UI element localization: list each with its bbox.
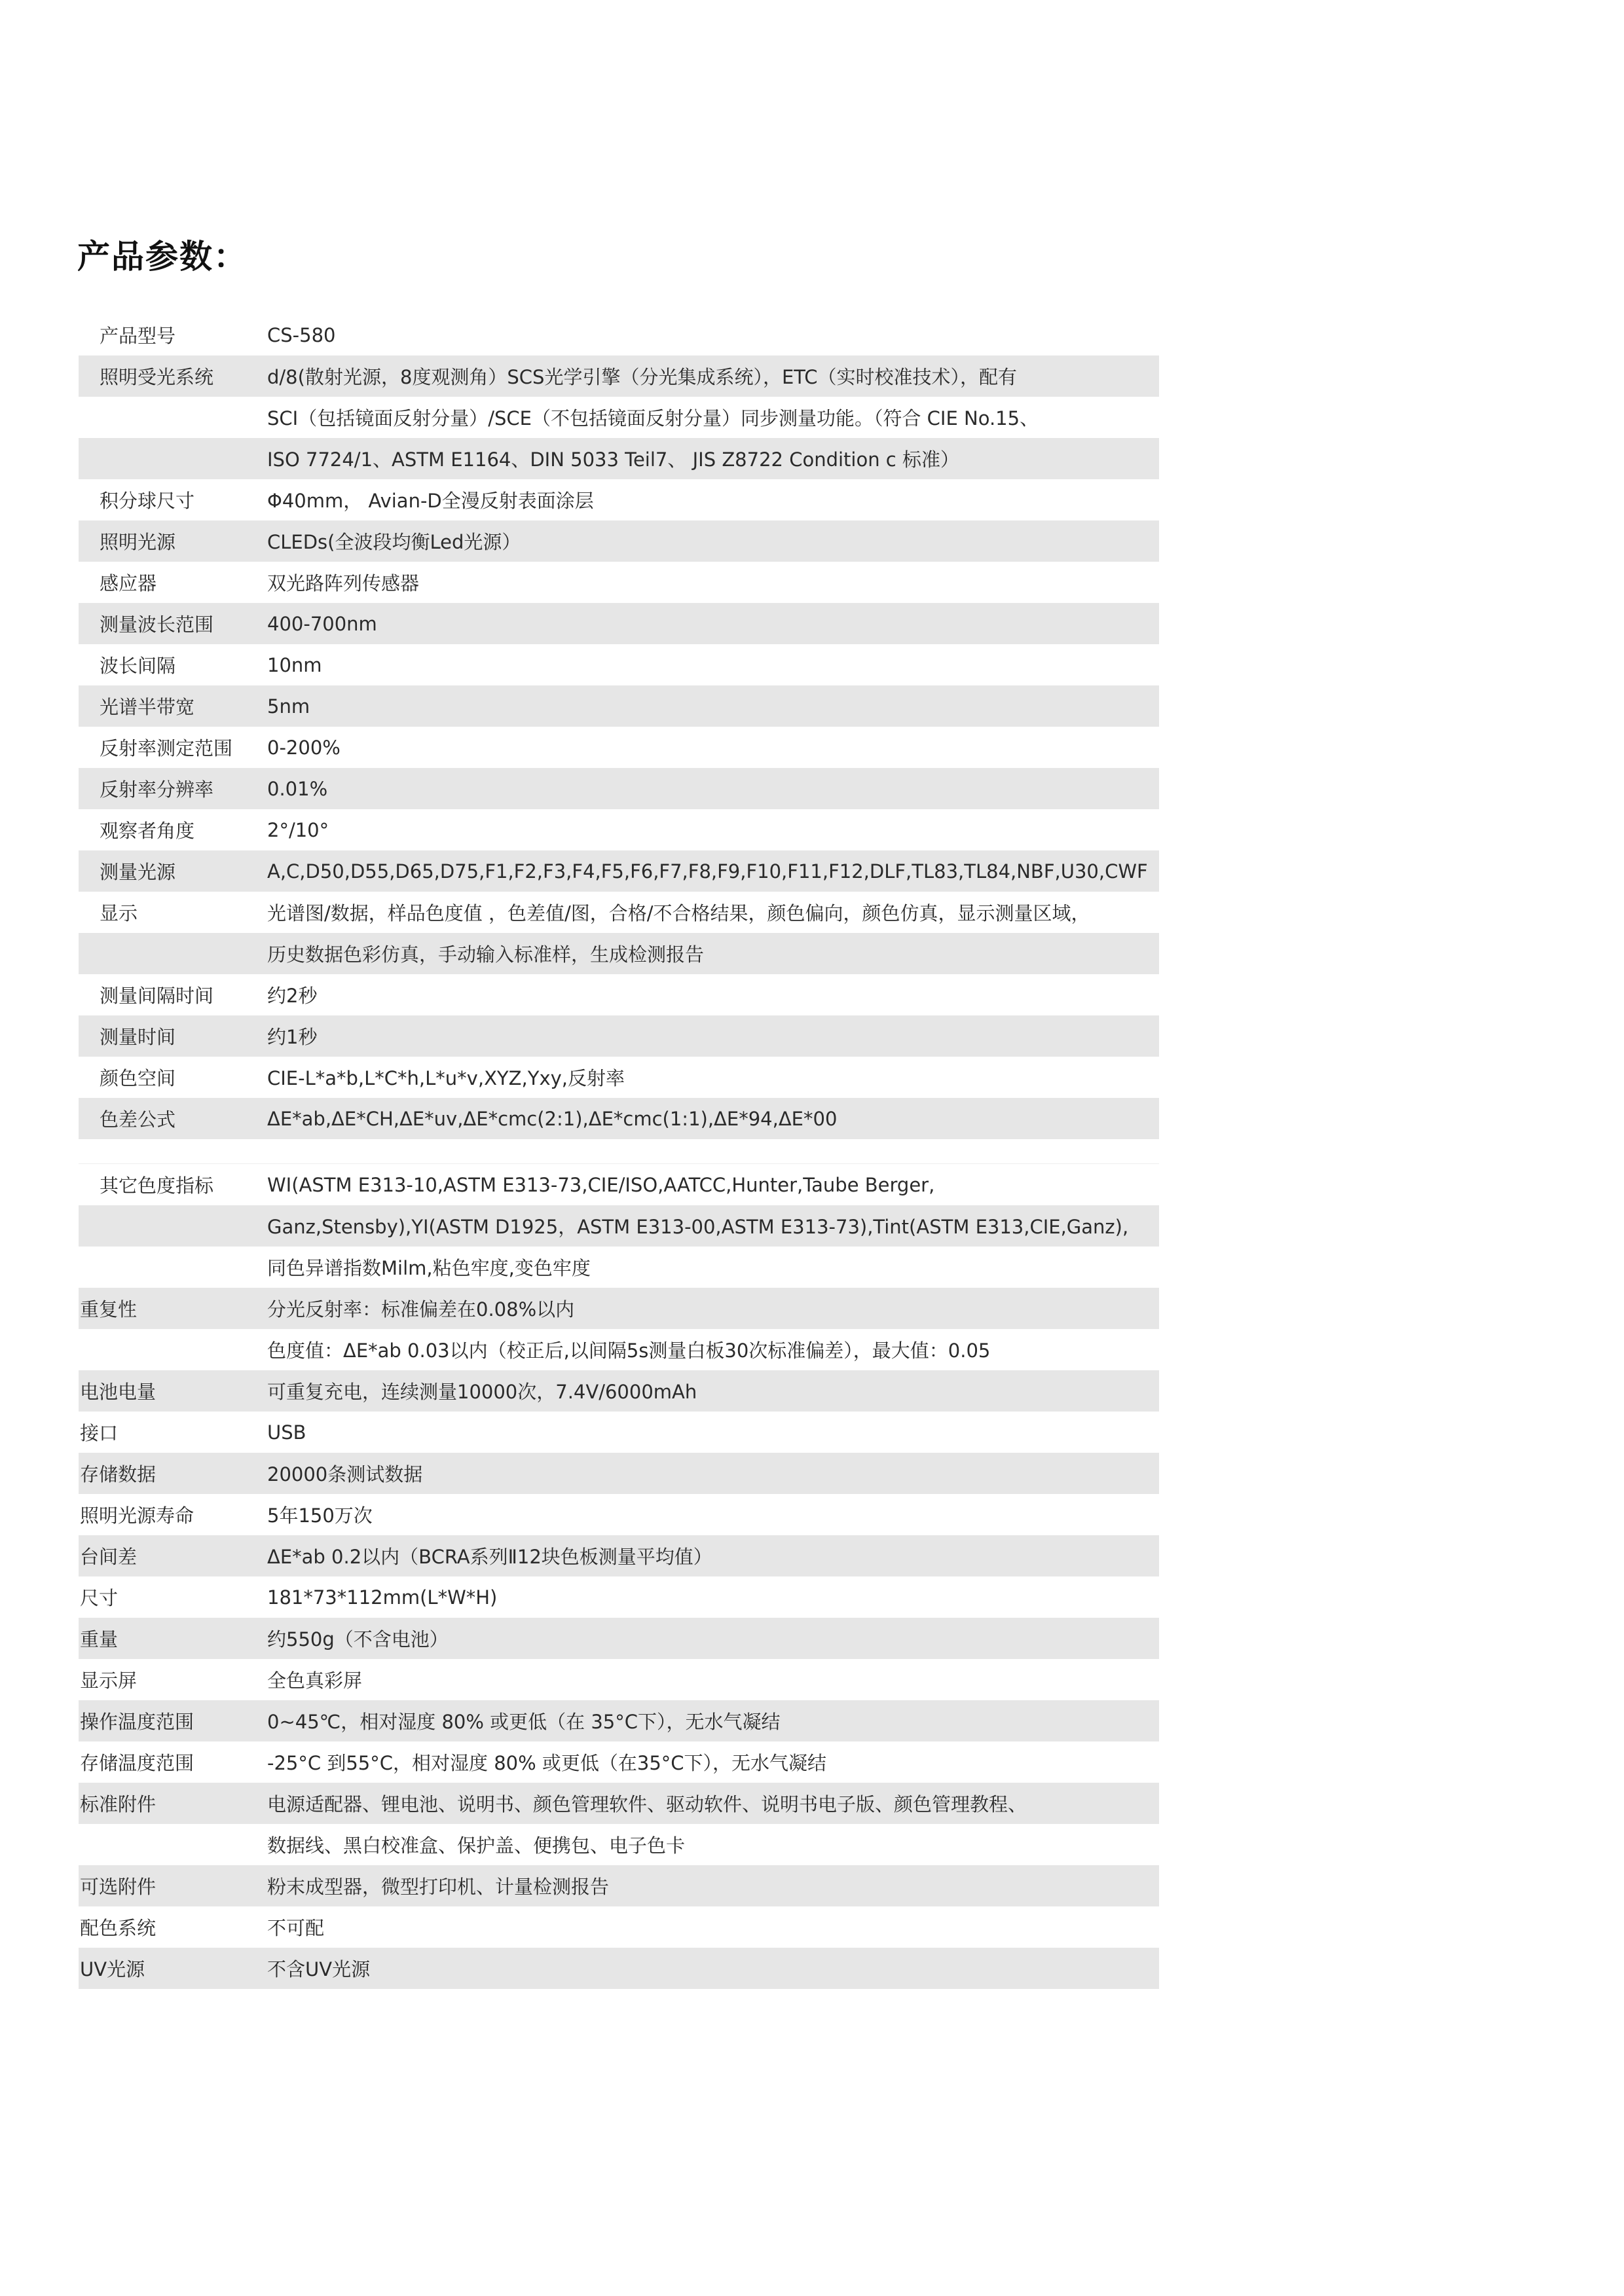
row-value: ΔE*ab 0.2以内（BCRA系列Ⅱ12块色板测量平均值） — [267, 1546, 712, 1568]
table-row — [79, 1576, 1159, 1618]
table-gap — [79, 1139, 1159, 1163]
table-row — [79, 438, 1159, 479]
row-label: 可选附件 — [80, 1876, 157, 1898]
row-value: 5年150万次 — [267, 1504, 373, 1527]
row-label: 测量间隔时间 — [100, 985, 214, 1007]
row-label: 存储温度范围 — [80, 1752, 194, 1774]
row-label: 波长间隔 — [100, 655, 176, 677]
row-value: 181*73*112mm(L*W*H) — [267, 1586, 498, 1609]
row-value: 约1秒 — [267, 1026, 318, 1048]
row-value: 400-700nm — [267, 612, 377, 635]
row-value: 0-200% — [267, 736, 341, 759]
table-row — [79, 685, 1159, 727]
table-row — [79, 1288, 1159, 1329]
row-value: WI(ASTM E313-10,ASTM E313-73,CIE/ISO,AATCC,Hunter,Taube Berger, — [267, 1173, 935, 1196]
row-value: 0.01% — [267, 777, 328, 800]
table-row — [79, 1906, 1159, 1948]
row-value: 全色真彩屏 — [267, 1669, 363, 1692]
row-label: 标准附件 — [80, 1793, 157, 1815]
table-row — [79, 479, 1159, 520]
row-label: 照明受光系统 — [100, 366, 214, 388]
row-value: CS-580 — [267, 323, 336, 346]
row-value: 光谱图/数据，样品色度值 ，色差值/图，合格/不合格结果，颜色偏向，颜色仿真，显示测量区域， — [267, 902, 1090, 924]
row-label: 颜色空间 — [100, 1067, 176, 1089]
row-label: 操作温度范围 — [80, 1711, 194, 1733]
row-label: 反射率分辨率 — [100, 778, 214, 801]
table-row — [79, 1659, 1159, 1700]
row-value: 色度值：ΔE*ab 0.03以内（校正后,以间隔5s测量白板30次标准偏差），最大值：0.05 — [267, 1339, 991, 1362]
row-value: 数据线、黑白校准盒、保护盖、便携包、电子色卡 — [267, 1834, 686, 1857]
table-row — [79, 562, 1159, 603]
row-label: 其它色度指标 — [100, 1175, 214, 1197]
table-row — [79, 603, 1159, 644]
table-row — [79, 1205, 1159, 1247]
table-row — [79, 933, 1159, 974]
row-label: 显示屏 — [80, 1669, 138, 1692]
table-row — [79, 809, 1159, 850]
table-row — [79, 397, 1159, 438]
row-value: ΔE*ab,ΔE*CH,ΔE*uv,ΔE*cmc(2:1),ΔE*cmc(1:1),ΔE*94,ΔE*00 — [267, 1107, 838, 1130]
row-value: 不可配 — [267, 1917, 325, 1939]
row-label: 色差公式 — [100, 1108, 176, 1131]
row-value: 2°/10° — [267, 818, 329, 841]
table-row — [79, 1098, 1159, 1139]
row-label: 测量波长范围 — [100, 613, 214, 636]
row-label: 测量光源 — [100, 861, 176, 883]
row-value: 可重复充电，连续测量10000次，7.4V/6000mAh — [267, 1381, 697, 1403]
row-label: 观察者角度 — [100, 820, 195, 842]
table-row — [79, 1494, 1159, 1535]
row-value: 双光路阵列传感器 — [267, 572, 420, 594]
row-value: 不含UV光源 — [267, 1958, 371, 1980]
row-label: 测量时间 — [100, 1026, 176, 1048]
row-value: Φ40mm， Avian-D全漫反射表面涂层 — [267, 490, 594, 512]
row-value: ISO 7724/1、ASTM E1164、DIN 5033 Teil7、 JIS Z8722 Condition c 标准） — [267, 448, 959, 471]
row-label: 照明光源寿命 — [80, 1504, 194, 1527]
row-label: 尺寸 — [80, 1587, 119, 1609]
row-value: 粉末成型器，微型打印机、计量检测报告 — [267, 1876, 610, 1898]
row-label: 产品型号 — [100, 325, 176, 347]
row-value: d/8(散射光源，8度观测角）SCS光学引擎（分光集成系统），ETC（实时校准技术），配有 — [267, 366, 1018, 388]
row-value: -25°C 到55°C，相对湿度 80% 或更低（在35°C下），无水气凝结 — [267, 1752, 827, 1774]
table-row — [79, 727, 1159, 768]
row-label: 反射率测定范围 — [100, 737, 233, 759]
row-value: 分光反射率：标准偏差在0.08%以内 — [267, 1298, 575, 1321]
row-label: 电池电量 — [80, 1381, 157, 1403]
row-label: 积分球尺寸 — [100, 490, 195, 512]
row-value: 10nm — [267, 653, 322, 676]
table-row — [79, 1783, 1159, 1824]
table-row — [79, 768, 1159, 809]
table-row — [79, 1618, 1159, 1659]
row-label: 重复性 — [80, 1298, 138, 1321]
table-row — [79, 1015, 1159, 1057]
table-row — [79, 1453, 1159, 1494]
row-value: CLEDs(全波段均衡Led光源） — [267, 531, 521, 553]
row-label: 感应器 — [100, 572, 157, 594]
table-row — [79, 355, 1159, 397]
row-value: 约2秒 — [267, 985, 318, 1007]
row-value: 电源适配器、锂电池、说明书、颜色管理软件、驱动软件、说明书电子版、颜色管理教程、 — [267, 1793, 1027, 1815]
row-value: CIE-L*a*b,L*C*h,L*u*v,XYZ,Yxy,反射率 — [267, 1067, 625, 1089]
row-label: 重量 — [80, 1628, 119, 1650]
row-value: 5nm — [267, 695, 310, 718]
page-title: 产品参数： — [77, 238, 248, 276]
row-label: 存储数据 — [80, 1463, 157, 1485]
row-value: 同色异谱指数Milm,粘色牢度,变色牢度 — [267, 1257, 591, 1279]
row-label: 光谱半带宽 — [100, 696, 195, 718]
row-value: 0~45℃，相对湿度 80% 或更低（在 35°C下），无水气凝结 — [267, 1711, 781, 1733]
table-row — [79, 1865, 1159, 1906]
table-row — [79, 1412, 1159, 1453]
table-row — [79, 850, 1159, 892]
table-row — [79, 1535, 1159, 1576]
row-value: A,C,D50,D55,D65,D75,F1,F2,F3,F4,F5,F6,F7,F8,F9,F10,F11,F12,DLF,TL83,TL84,NBF,U30,CWF — [267, 860, 1148, 883]
row-value: Ganz,Stensby),YI(ASTM D1925，ASTM E313-00,ASTM E313-73),Tint(ASTM E313,CIE,Ganz), — [267, 1216, 1129, 1238]
table-row — [79, 1370, 1159, 1412]
table-row — [79, 974, 1159, 1015]
table-row — [79, 520, 1159, 562]
row-value: 20000条测试数据 — [267, 1463, 423, 1485]
row-value: USB — [267, 1421, 306, 1444]
table-row — [79, 1741, 1159, 1783]
row-label: 照明光源 — [100, 531, 176, 553]
row-label: 配色系统 — [80, 1917, 157, 1939]
table-row — [79, 644, 1159, 685]
table-row — [79, 1164, 1159, 1205]
row-label: 台间差 — [80, 1546, 138, 1568]
table-row — [79, 1247, 1159, 1288]
spec-table — [79, 314, 1159, 1989]
table-row — [79, 1329, 1159, 1370]
table-row — [79, 1700, 1159, 1741]
row-value: SCI（包括镜面反射分量）/SCE（不包括镜面反射分量）同步测量功能。（符合 CIE No.15、 — [267, 407, 1039, 429]
row-value: 约550g（不含电池） — [267, 1628, 449, 1650]
row-label: 显示 — [100, 902, 138, 924]
table-row — [79, 1948, 1159, 1989]
row-label: UV光源 — [80, 1958, 145, 1980]
table-row — [79, 314, 1159, 355]
table-row — [79, 892, 1159, 933]
table-row — [79, 1057, 1159, 1098]
row-label: 接口 — [80, 1422, 119, 1444]
table-row — [79, 1824, 1159, 1865]
row-value: 历史数据色彩仿真，手动输入标准样，生成检测报告 — [267, 943, 705, 966]
